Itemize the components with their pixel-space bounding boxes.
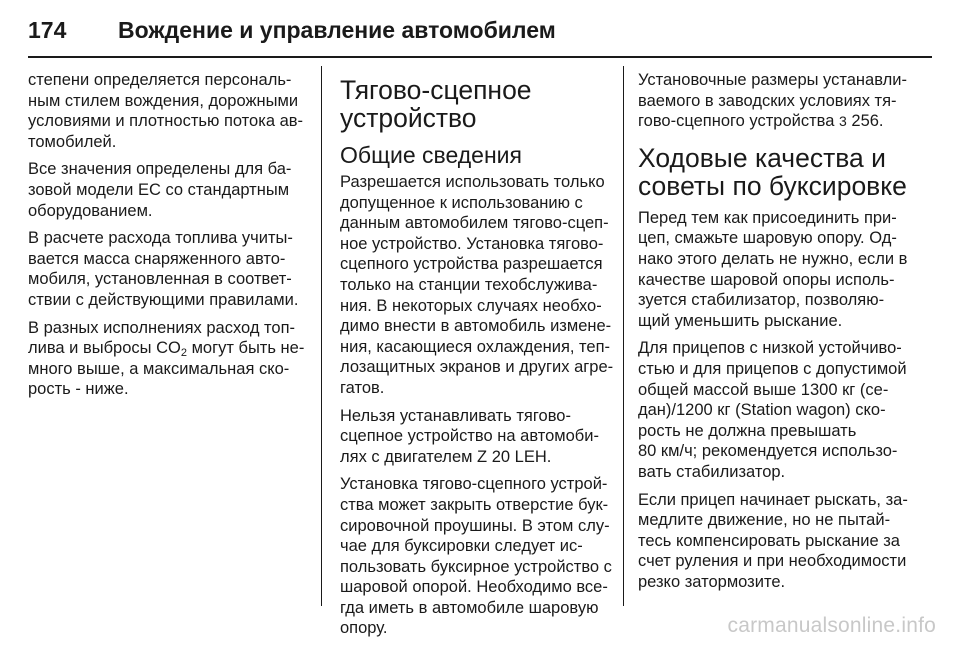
- page-title: Вождение и управление автомобилем: [118, 16, 556, 43]
- paragraph-trailer-sway: Если прицеп начинает рыскать, за- медлите движение, но не пытай- тесь компенсировать рыскание за счет руления и при необходимости резко затормозите.: [638, 490, 908, 591]
- section-heading-towing-device: Тягово-сцепное устройство: [340, 75, 532, 133]
- paragraph-lubricate-ball: Перед тем как присоединить при- цеп, смажьте шаровую опору. Од- нако этого делать не нужно, если в качестве шаровой опоры исполь- зуется стабилизатор, позволяю- щий уменьшить рыскание.: [638, 208, 908, 330]
- subheading-general-info: Общие сведения: [340, 142, 522, 168]
- paragraph-speed-limit: Для прицепов с низкой устойчиво- стью и для прицепов с допустимой общей массой выше 1300 кг (се- дан)/1200 кг (Station wagon) ско- рость не должна превышать 80 км/ч; рекомендуется использо- вать стабилизатор.: [638, 339, 907, 481]
- paragraph-allowed-usage: Разрешается использовать только допущенное к использованию с данным автомобилем тягово-сцеп- ное устройство. Установка тягово- сцепного устройства разрешается только на станции техобслужива- ния. В некоторых случаях необхо- димо внести в автомобиль измене- ния, касающиеся охлаждения, теп- лозащитных экранов и других агре- гатов.: [340, 173, 614, 397]
- column-1: [28, 70, 304, 407]
- paragraph-driving-style: степени определяется персональ- ным стилем вождения, дорожными условиями и плотностью потока ав- томобилей.: [28, 71, 304, 151]
- column-3: [638, 70, 906, 599]
- column-2: [340, 70, 614, 646]
- paragraph-co2-emissions: В разных исполнениях расход топ- лива и выбросы $CO_2$ могут быть не- много выше, а максимальная ско- рость - ниже.: [28, 318, 305, 399]
- column-divider-2: [623, 66, 624, 606]
- page-number: 174: [28, 16, 67, 43]
- column-divider-1: [321, 66, 322, 606]
- page-header: [28, 10, 556, 50]
- paragraph-base-model: Все значения определены для ба- зовой модели ЕС со стандартным оборудованием.: [28, 160, 292, 220]
- paragraph-towing-eye: Установка тягово-сцепного устрой- ства может закрыть отверстие бук- сировочной проушины. В этом слу- чае для буксировки следует ис- пользовать буксирное устройство с шаровой опорой. Необходимо все- гда иметь в автомобиле шаровую опору.: [340, 475, 612, 638]
- paragraph-mounting-dimensions: Установочные размеры устанавли- ваемого в заводских условиях тя- гово-сцепного устройства 3 256.: [638, 71, 907, 131]
- watermark: carmanualsonline.info: [727, 614, 936, 637]
- page-reference-icon[interactable]: 3: [839, 113, 847, 130]
- header-rule: [28, 56, 932, 58]
- paragraph-engine-restriction: Нельзя устанавливать тягово- сцепное устройство на автомоби- лях с двигателем Z 20 LEH.: [340, 406, 599, 466]
- section-heading-driving-tips: Ходовые качества и советы по буксировке: [638, 142, 907, 201]
- paragraph-fuel-consumption: В расчете расхода топлива учиты- вается масса снаряженного авто- мобиля, установленная в соответ- ствии с действующими правилами.: [28, 229, 299, 309]
